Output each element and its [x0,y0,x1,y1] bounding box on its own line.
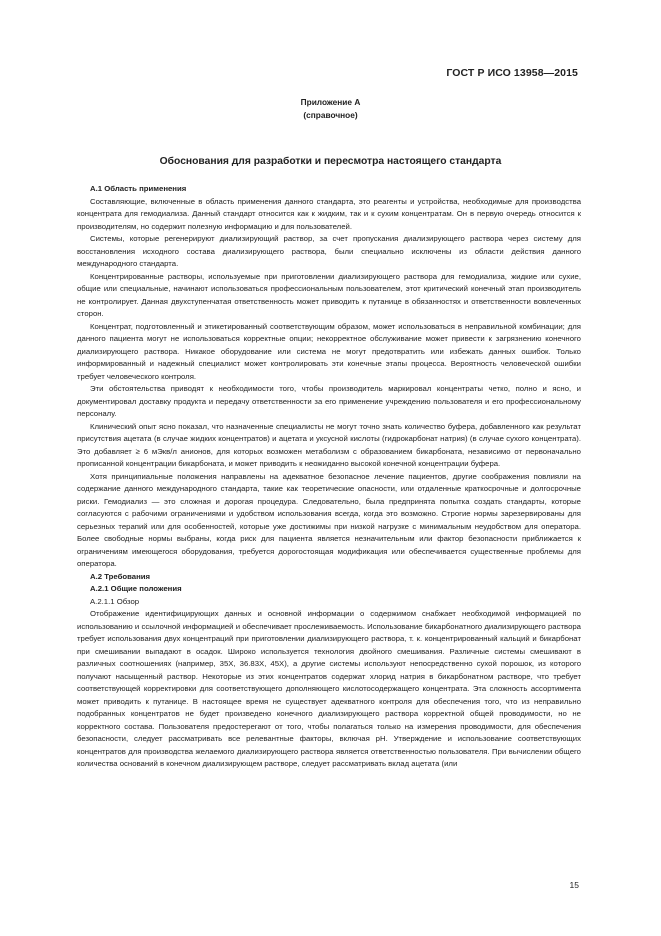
paragraph: Клинический опыт ясно показал, что назначенные специалисты не могут точно знать количество буфера, добавленного как результат присутствия ацетата (в случае жидких концентратов) и ацетата и уксусной кислоты (гидрокарбонат натрия) (в случае сухого концентрата). Это добавляет ≥ 6 мЭкв/л анионов, для которых возможен метаболизм с образованием бикарбоната, независимо от первоначально прописанной концентрации бикарбоната, и может приводить к неожиданно высокой конечной концентрации буфера. [77,421,581,468]
paragraph: Хотя принципиальные положения направлены на адекватное безопасное лечение пациентов, другие соображения повлияли на содержание данного международного стандарта, такие как теоретические опасности, или отдаленные краткосрочные и долгосрочные риски. Гемодиализ — это сложная и дорогая процедура. Следовательно, была предпринята попытка создать стандарты, которые согласуются с рабочими ограничениями и удобством использования всегда, когда это возможно. Строгие нормы зарезервированы для серьезных терапий или для особенностей, которые уже достижимы при низкой нагрузке с минимальным неудобством для оператора. Более свободные нормы выбраны, когда риск для пациента является незначительным или фактор безопасности приближается к ограничениям имеющегося оборудования, требуется дорогостоящая модификация или обеспечивается существенные проблемы для оператора. [77,471,581,568]
page-number: 15 [569,880,579,890]
annex-type: (справочное) [303,110,358,120]
paragraph: Отображение идентифицирующих данных и основной информации о содержимом снабжает необходимой информацией по использованию и ссылочной информацией и обеспечивает прослеживаемость. Использование бикарбонатного диализирующего раствора требует использования двух концентраций при приготовлении диализирующего раствора, т. к. концентрированный кальций и бикарбонат при смешивании выпадают в осадок. Широко используется технология двойного смешивания. Различные системы смешивают в различных соотношениях (например, 35Х, 36.83Х, 45Х), а другие системы используют непосредственно сухой порошок, из которого получают насыщенный раствор. Некоторые из этих концентратов содержат хлорид натрия в бикарбонатном растворе, что требует соответствующей корректировки для соответствующего дополняющего кислотосодержащего концентрата. Эта сложность ассортимента может приводить к путанице. В настоящее время не существует адекватного контроля для обеспечения того, что из неправильно подобранных концентратов не будет произведено конечного диализирующего раствора корректной общей проводимости, но не корректного состава. Пользователя предостерегают от того, чтобы полагаться только на измерения проводимости, для обеспечения безопасности, следует рассматривать все релевантные факторы, включая pH. Утверждение и использование соответствующих концентратов для производства желаемого диализирующего раствора является ответственностью пользователя. При вычислении общего количества оснований в конечном диализирующем растворе, следует рассматривать вклад ацетата (или [77,609,581,768]
annex-label: Приложение А [300,97,361,107]
standard-designation: ГОСТ Р ИСО 13958—2015 [446,67,578,79]
paragraph: Эти обстоятельства приводят к необходимости того, чтобы производитель маркировал концентраты четко, полно и ясно, и документировал доставку продукта и передачу ответственности за его применение учреждению пользователя и его профессиональному персоналу. [77,384,581,418]
annex-caption [0,96,661,122]
section-heading-a1: А.1 Область применения [90,184,187,193]
document-body [77,183,581,771]
paragraph: Концентрированные растворы, используемые при приготовлении диализирующего раствора для гемодиализа, жидкие или сухие, общие или специальные, начинают использоваться профессиональным пользователем, этот критический конечный этап производитель не контролирует. Данная двухступенчатая ответственность может приводить к путанице в обязанностях и ответственности вовлеченных сторон. [77,271,581,318]
subsubsection-heading-a211: А.2.1.1 Обзор [90,596,140,606]
annex-title: Обоснования для разработки и пересмотра настоящего стандарта [159,156,502,167]
section-heading-a2: А.2 Требования [90,571,151,581]
subsection-heading-a21: А.2.1 Общие положения [90,584,182,593]
paragraph: Системы, которые регенерируют диализирующий раствор, за счет пропускания диализирующего раствора через систему для восстановления исходного состава диализирующего раствора, были специально исключены из области действия данного международного стандарта. [77,234,581,268]
paragraph: Концентрат, подготовленный и этикетированный соответствующим образом, может использоваться в неправильной комбинации; для данного пациента могут не использоваться корректные опции; некорректное обслуживание может привести к загрязнению конечного диализирующего раствора. Никакое оборудование или система не могут предотвратить или избежать данных ошибок. Только информированный и надежный специалист может контролировать эти конечные этапы процесса. Вероятность человеческой ошибки требует человеческого контроля. [77,321,581,381]
paragraph: Составляющие, включенные в область применения данного стандарта, это реагенты и устройства, необходимые для производства концентрата для гемодиализа. Данный стандарт относится как к жидким, так и к сухим концентратам. Он в первую очередь относится к производителям, но содержит полезную информацию и для пользователей. [77,196,581,231]
